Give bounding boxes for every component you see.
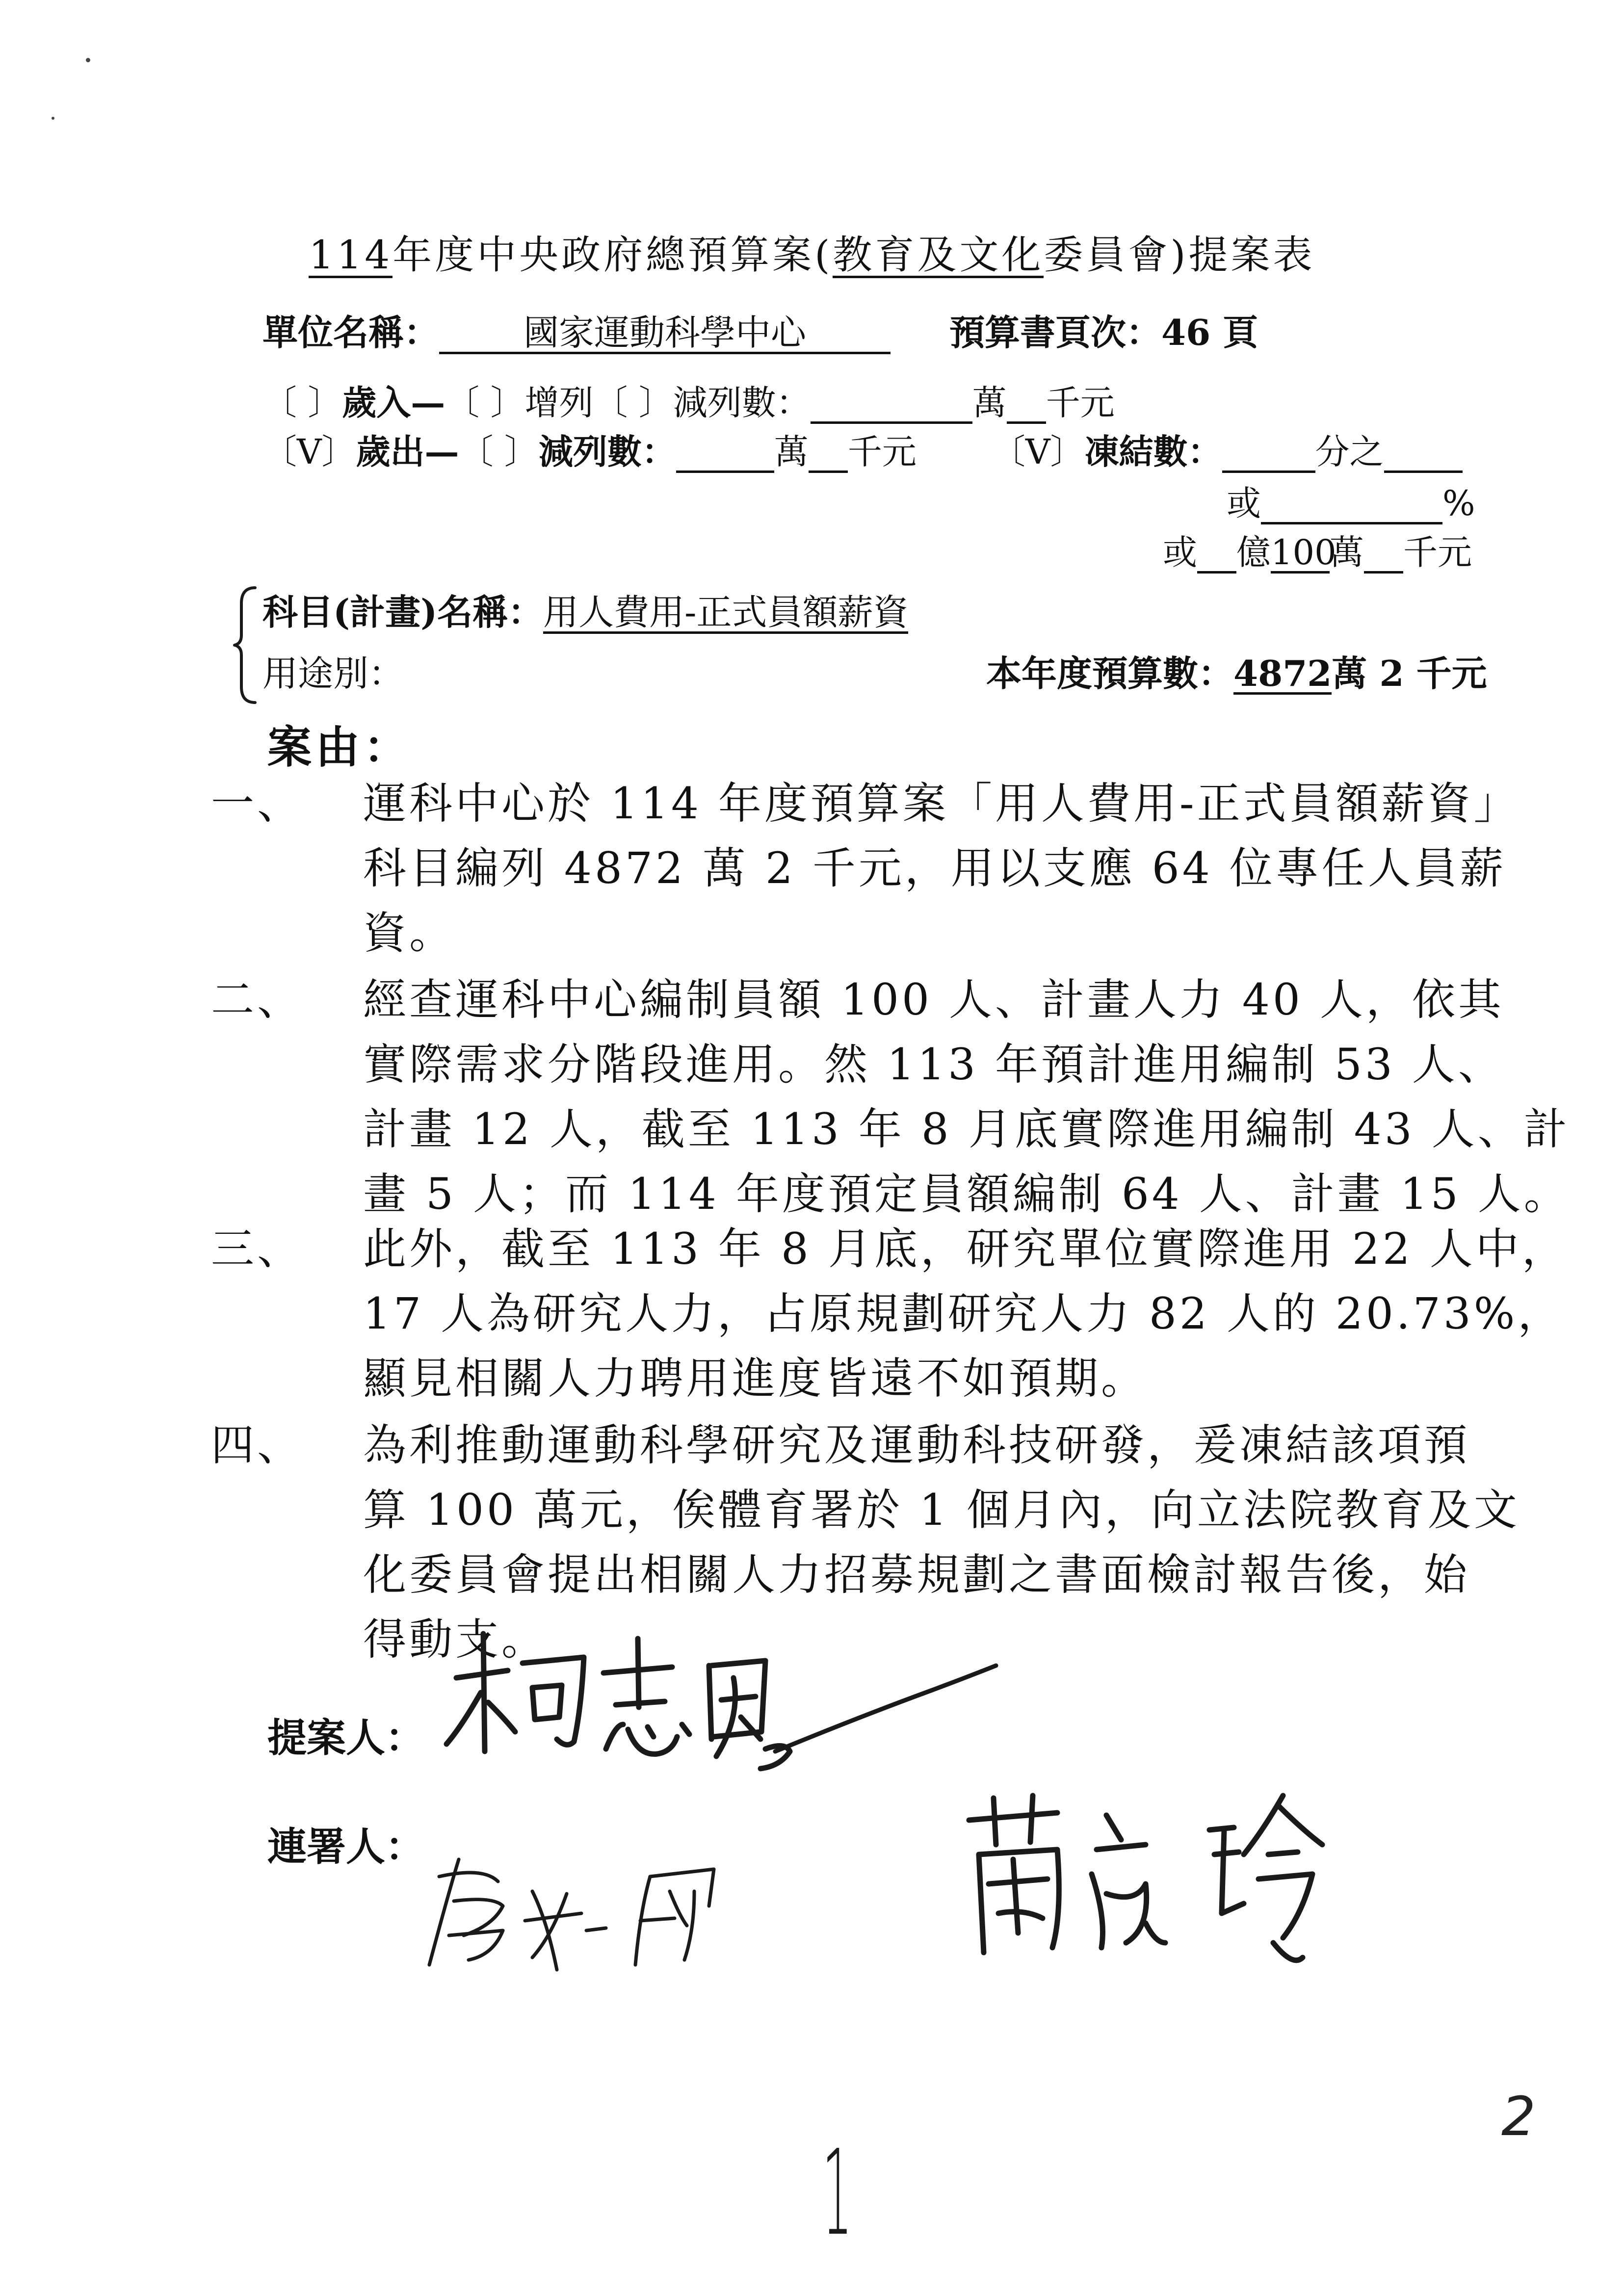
- title-part-1: 年度中央政府總預算案(: [393, 232, 833, 278]
- case-item-line: 化委員會提出相關人力招募規劃之書面檢討報告後，始: [363, 1549, 1470, 1600]
- handwritten-mark-1: 1: [822, 2124, 852, 2262]
- cosigner-signature-1: [419, 1847, 773, 1975]
- case-item-number: 二、: [211, 974, 304, 1025]
- or-amount-row: [1163, 525, 1472, 574]
- case-item-line: 經查運科中心編制員額 100 人、計畫人力 40 人，依其: [363, 974, 1504, 1025]
- budget-unit: 萬 2 千元: [1332, 652, 1487, 694]
- increase-label: 增列: [524, 383, 594, 423]
- case-heading: 案由：: [267, 721, 412, 773]
- unit-value: 國家運動科學中心: [439, 314, 891, 354]
- or-percent-row: [1227, 476, 1475, 525]
- form-title: [0, 223, 1624, 280]
- revenue-wan-blank: [811, 385, 972, 424]
- revenue-qian: 千元: [1046, 383, 1115, 423]
- cosigner-signature-2: [959, 1786, 1332, 1982]
- qian-label: 千元: [1403, 532, 1472, 573]
- case-item-line: 計畫 12 人，截至 113 年 8 月底實際進用編制 43 人、計: [363, 1104, 1570, 1154]
- case-item-line: 為利推動運動科學研究及運動科技研發，爰凍結該項預: [363, 1420, 1470, 1470]
- expense-wan: 萬: [774, 432, 809, 472]
- case-item-line: 資。: [363, 908, 456, 958]
- case-item-number: 三、: [211, 1224, 304, 1274]
- freeze-denominator-blank: [1384, 434, 1463, 473]
- case-item-line: 科目編列 4872 萬 2 千元，用以支應 64 位專任人員薪: [363, 843, 1506, 893]
- handwritten-mark-2: 2: [1501, 2085, 1536, 2148]
- decrease-checkbox: 〔 〕: [593, 383, 673, 423]
- expense-decrease-label: 減列數：: [538, 431, 676, 472]
- title-committee: 教育及文化: [833, 232, 1044, 278]
- budget-label: 本年度預算數：: [986, 652, 1234, 694]
- freeze-label: 凍結數：: [1084, 431, 1222, 472]
- scan-speck: [86, 58, 90, 62]
- budget-amount: 4872: [1233, 652, 1332, 694]
- case-item-line: 運科中心於 114 年度預算案「用人費用-正式員額薪資」: [363, 778, 1520, 829]
- scan-speck: [52, 117, 54, 120]
- freeze-numerator-blank: [1222, 434, 1315, 473]
- yi-label: 億: [1236, 532, 1271, 573]
- case-item-line: 畫 5 人；而 114 年度預定員額編制 64 人、計畫 15 人。: [363, 1169, 1570, 1219]
- case-item-3: [211, 1217, 1568, 1411]
- usage-label: 用途別：: [262, 653, 404, 694]
- case-item-line: 顯見相關人力聘用進度皆遠不如預期。: [363, 1353, 1148, 1404]
- case-item-1: [211, 771, 1520, 965]
- subject-label: 科目(計畫)名稱：: [262, 591, 544, 633]
- case-item-number: 一、: [211, 778, 304, 829]
- budget-page-label: 預算書頁次：46 頁: [949, 312, 1258, 353]
- subject-value: 用人費用-正式員額薪資: [543, 592, 909, 633]
- title-part-2: 委員會)提案表: [1044, 232, 1315, 278]
- unit-row: [262, 304, 891, 355]
- freeze-row: [991, 424, 1463, 474]
- case-item-2: [211, 967, 1570, 1226]
- fen-zhi: 分之: [1315, 432, 1384, 472]
- wan-label: 萬: [1330, 532, 1364, 573]
- freeze-amount: 100: [1271, 532, 1336, 573]
- revenue-checkbox: 〔 〕: [262, 383, 342, 423]
- or-label: 或: [1227, 483, 1261, 523]
- freeze-checkbox: 〔V〕: [991, 432, 1085, 472]
- case-item-line: 算 100 萬元，俟體育署於 1 個月內，向立法院教育及文: [363, 1485, 1520, 1535]
- or-label: 或: [1163, 532, 1197, 573]
- expense-decrease-checkbox: 〔 〕: [459, 432, 539, 472]
- case-item-line: 此外，截至 113 年 8 月底，研究單位實際進用 22 人中，: [363, 1224, 1568, 1274]
- revenue-wan: 萬: [972, 383, 1007, 423]
- budget-row: [986, 645, 1487, 696]
- qian-blank: [1364, 535, 1403, 574]
- revenue-row: [262, 375, 1115, 425]
- yi-blank: [1197, 535, 1236, 574]
- expense-qian-blank: [809, 434, 848, 473]
- cosigner-label: 連署人：: [267, 1824, 424, 1870]
- case-item-line: 實際需求分階段進用。然 113 年預計進用編制 53 人、: [363, 1039, 1504, 1090]
- decrease-label: 減列數：: [673, 383, 811, 423]
- expense-label: 歲出—: [356, 431, 459, 472]
- proposer-signature: [442, 1619, 1006, 1796]
- revenue-label: 歲入—: [342, 382, 445, 423]
- increase-checkbox: 〔 〕: [445, 383, 525, 423]
- percent-sign: %: [1442, 483, 1475, 523]
- subject-bracket: [231, 584, 260, 706]
- unit-label: 單位名稱：: [262, 312, 440, 353]
- subject-row: [262, 584, 908, 635]
- case-item-line: 17 人為研究人力，占原規劃研究人力 82 人的 20.73%，: [363, 1288, 1564, 1339]
- case-item-line: 得動支。: [363, 1614, 548, 1665]
- title-year: 114: [309, 232, 393, 278]
- expense-checkbox: 〔V〕: [262, 432, 356, 472]
- percent-blank: [1261, 486, 1442, 524]
- revenue-qian-blank: [1007, 385, 1046, 424]
- expense-qian: 千元: [847, 432, 917, 472]
- expense-row: [262, 424, 917, 474]
- expense-wan-blank: [676, 434, 774, 473]
- case-item-number: 四、: [211, 1420, 304, 1470]
- proposer-label: 提案人：: [267, 1715, 424, 1761]
